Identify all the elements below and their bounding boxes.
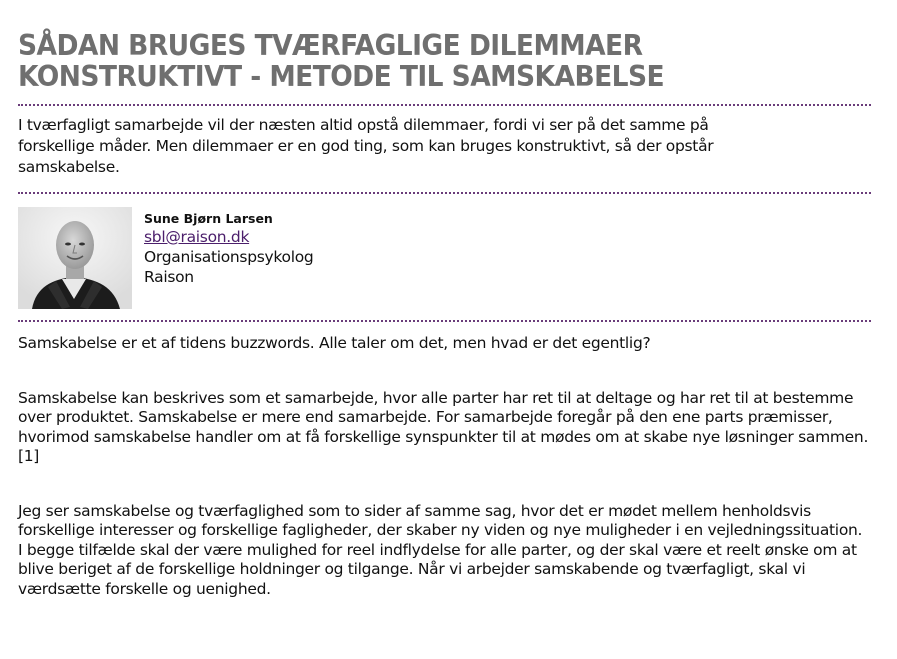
author-name: Sune Bjørn Larsen	[144, 211, 273, 226]
article-intro: I tværfagligt samarbejde vil der næsten altid opstå dilemmaer, fordi vi ser på det samme på forskellige måder. Men dilemmaer er en god ting, som kan bruges konstruktivt, så der opstår samskabelse.	[18, 116, 714, 176]
page-title-line-1: SÅDAN BRUGES TVÆRFAGLIGE DILEMMAER	[18, 29, 643, 62]
article	[18, 30, 871, 599]
body-paragraph-1: Samskabelse er et af tidens buzzwords. Alle taler om det, men hvad er det egentlig?	[18, 334, 651, 352]
divider	[18, 104, 871, 106]
divider	[18, 192, 871, 194]
divider	[18, 320, 871, 322]
page-title-line-2: KONSTRUKTIVT - METODE TIL SAMSKABELSE	[18, 60, 665, 93]
page-title	[18, 30, 811, 92]
author-role: Organisationspsykolog	[144, 248, 314, 266]
author-info	[144, 207, 313, 309]
author-box	[18, 207, 871, 309]
author-email-link[interactable]: sbl@raison.dk	[144, 228, 250, 246]
author-photo	[18, 207, 132, 309]
body-paragraph-3: Jeg ser samskabelse og tværfaglighed som to sider af samme sag, hvor det er mødet mellem henholdsvis forskellige interesser og forskellige fagligheder, der skaber ny viden og nye muligheder i en vejledningssituation. I begge tilfælde skal der være mulighed for reel indflydelse for alle parter, og der skal være et reelt ønske om at blive beriget af de forskellige holdninger og tilgange. Når vi arbejder samskabende og tværfagligt, skal vi værdsætte forskelle og uenighed.	[18, 501, 863, 598]
body-paragraph-2: Samskabelse kan beskrives som et samarbejde, hvor alle parter har ret til at deltage og har ret til at bestemme over produktet. Samskabelse er mere end samarbejde. For samarbejde foregår på den ene parts præmisser, hvorimod samskabelse handler om at få forskellige synspunkter til at mødes om at skabe nye løsninger sammen.[1]	[18, 388, 869, 465]
author-company: Raison	[144, 268, 194, 286]
